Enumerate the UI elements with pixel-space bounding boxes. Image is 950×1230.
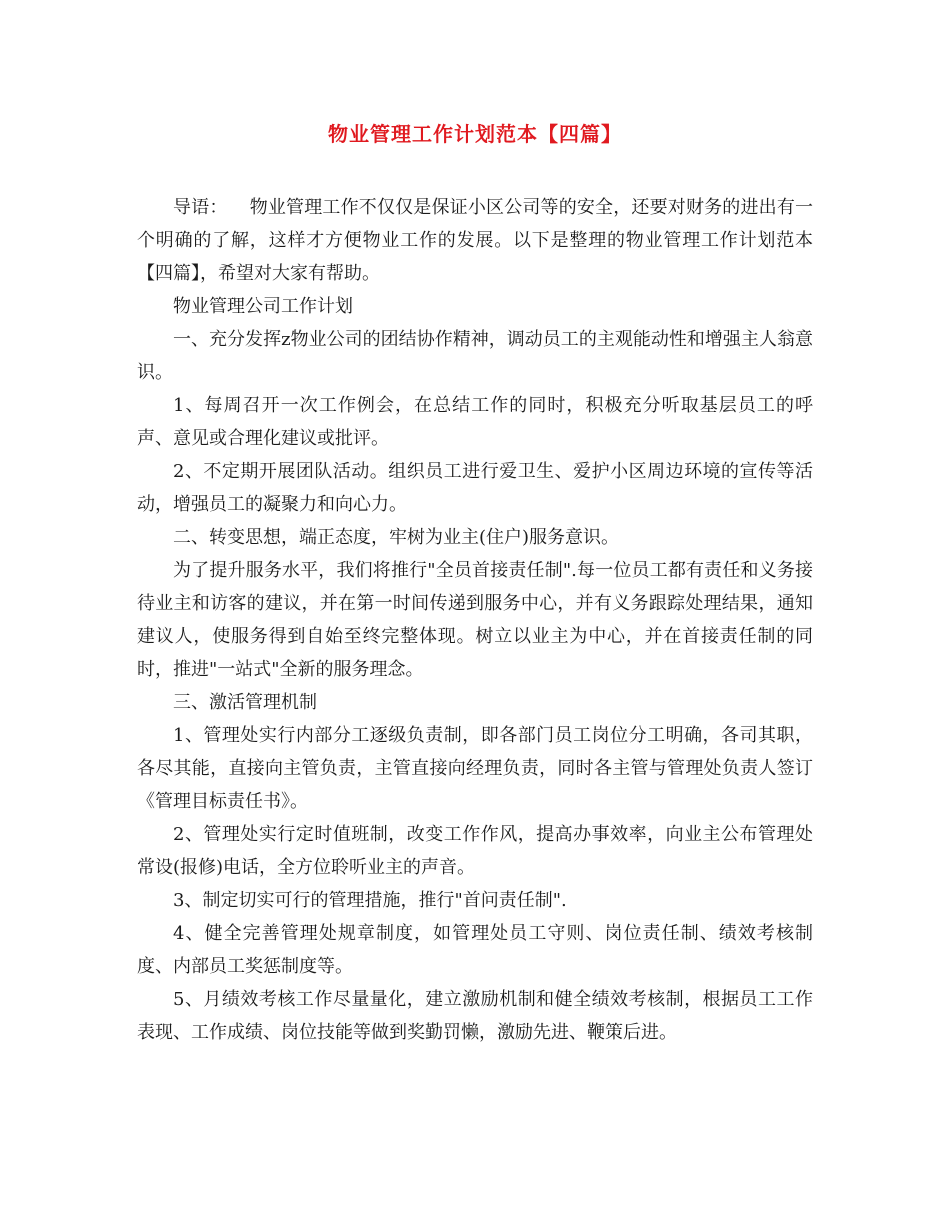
paragraph: 2、管理处实行定时值班制，改变工作作风，提高办事效率，向业主公布管理处常设(报修)电话，全方位聆听业主的声音。 (137, 824, 813, 878)
paragraph: 1、每周召开一次工作例会，在总结工作的同时，积极充分听取基层员工的呼声、意见或合理化建议或批评。 (137, 395, 813, 449)
document-body (137, 191, 813, 1049)
paragraph: 2、不定期开展团队活动。组织员工进行爱卫生、爱护小区周边环境的宣传等活动，增强员工的凝聚力和向心力。 (137, 461, 813, 515)
paragraph: 5、月绩效考核工作尽量量化，建立激励机制和健全绩效考核制，根据员工工作表现、工作成绩、岗位技能等做到奖勤罚懒，激励先进、鞭策后进。 (137, 989, 813, 1043)
paragraph: 3、制定切实可行的管理措施，推行"首问责任制". (173, 890, 567, 911)
intro-label: 导语： (173, 197, 228, 218)
document-title: 物业管理工作计划范本【四篇】 (328, 122, 622, 146)
paragraph: 二、转变思想，端正态度，牢树为业主(住户)服务意识。 (173, 527, 620, 548)
intro-paragraph (137, 191, 813, 290)
paragraph: 三、激活管理机制 (173, 692, 317, 713)
paragraph: 1、管理处实行内部分工逐级负责制，即各部门员工岗位分工明确，各司其职，各尽其能，直接向主管负责，主管直接向经理负责，同时各主管与管理处负责人签订《管理目标责任书》。 (137, 725, 813, 812)
paragraph: 为了提升服务水平，我们将推行"全员首接责任制".每一位员工都有责任和义务接待业主和访客的建议，并在第一时间传递到服务中心，并有义务跟踪处理结果，通知建议人，使服务得到自始至终完整体现。树立以业主为中心，并在首接责任制的同时，推进"一站式"全新的服务理念。 (137, 560, 813, 680)
paragraph: 一、充分发挥z物业公司的团结协作精神，调动员工的主观能动性和增强主人翁意识。 (137, 329, 813, 383)
section-heading: 物业管理公司工作计划 (173, 296, 353, 317)
paragraph: 4、健全完善管理处规章制度，如管理处员工守则、岗位责任制、绩效考核制度、内部员工奖惩制度等。 (137, 923, 813, 977)
intro-text: 物业管理工作不仅仅是保证小区公司等的安全，还要对财务的进出有一个明确的了解，这样才方便物业工作的发展。以下是整理的物业管理工作计划范本【四篇】，希望对大家有帮助。 (137, 197, 813, 284)
